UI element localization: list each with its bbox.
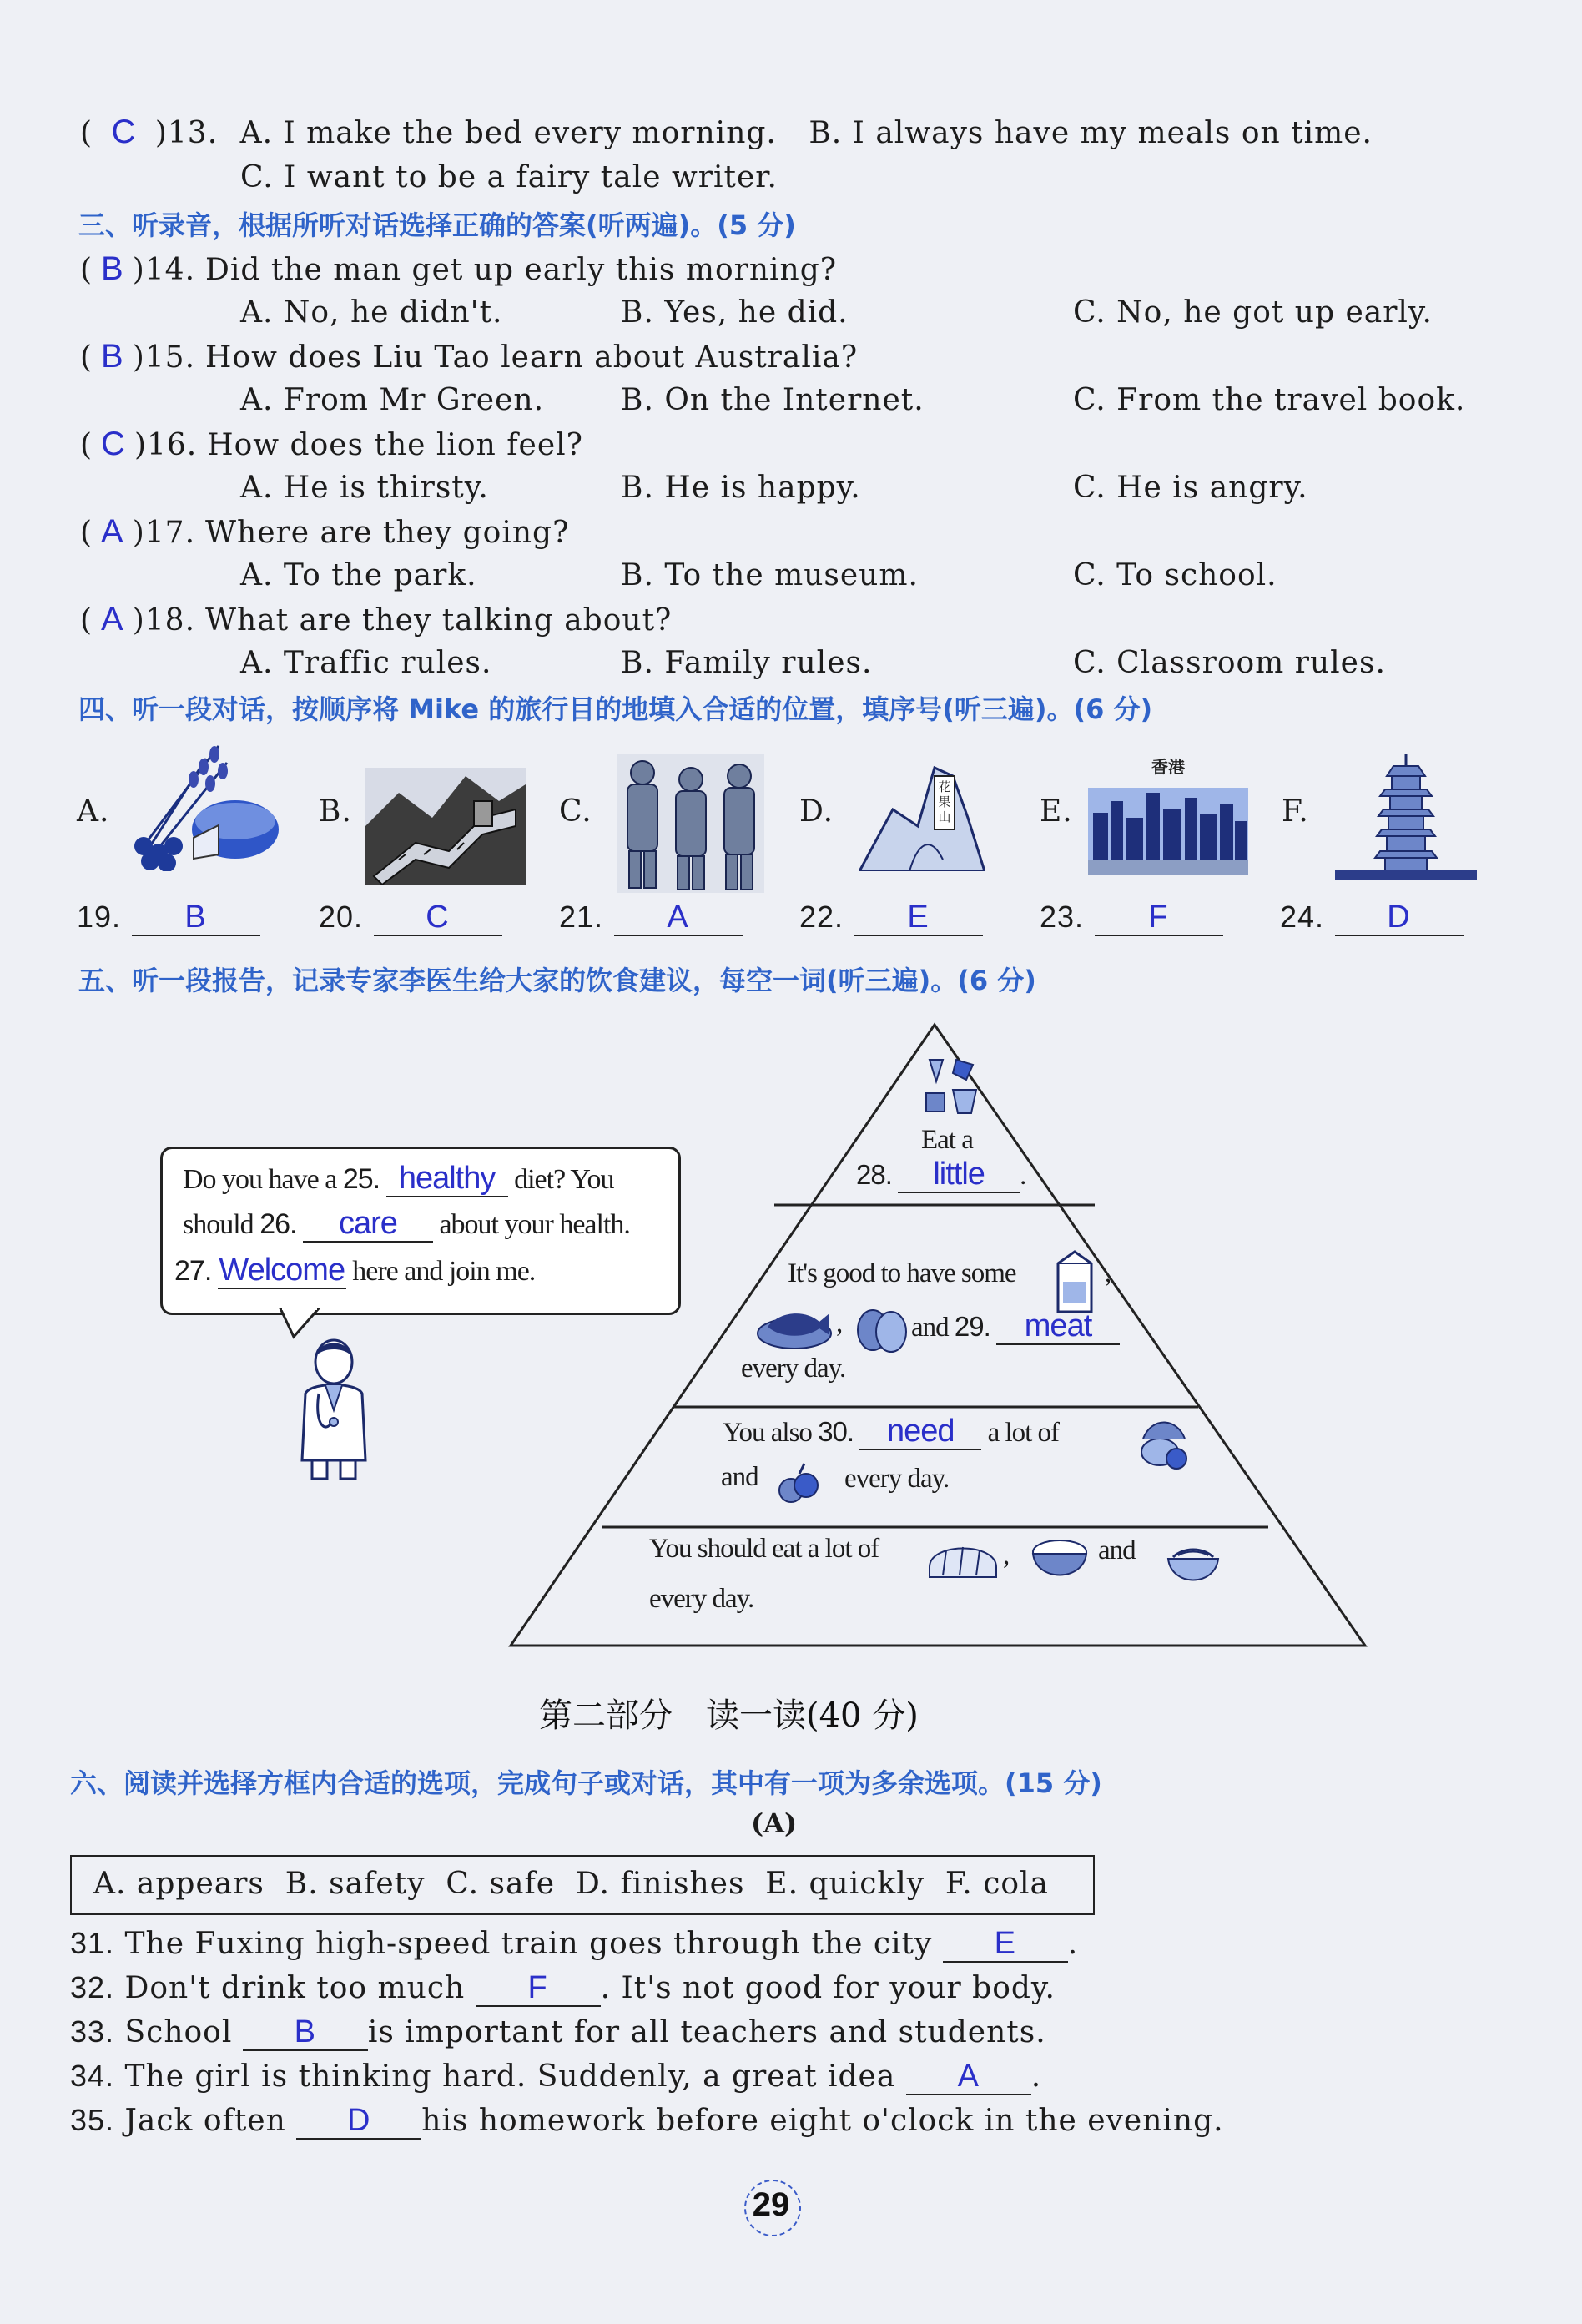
answer-choice[interactable]: B xyxy=(101,338,124,375)
question-stem: How does Liu Tao learn about Australia? xyxy=(205,340,859,375)
eggs-icon xyxy=(854,1303,908,1354)
option-c: C. From the travel book. xyxy=(1073,383,1466,417)
option-b: B. I always have my meals on time. xyxy=(809,116,1373,150)
answer-blank[interactable]: C xyxy=(374,900,502,936)
answer-blank[interactable]: E xyxy=(854,900,983,936)
blank-23: 23. F xyxy=(1040,900,1223,936)
option-label: C. xyxy=(559,794,592,829)
option-label: F. xyxy=(1282,794,1309,829)
sentence-33: 33. School B is important for all teachers and students. xyxy=(70,2014,1046,2049)
question-stem: Did the man get up early this morning? xyxy=(205,253,838,287)
option-c: C. He is angry. xyxy=(1073,471,1308,505)
bubble-line-2: should 26. care about your health. xyxy=(183,1206,630,1241)
question-stem: Where are they going? xyxy=(205,516,570,550)
pyramid-level-4-line-1: You should eat a lot of xyxy=(649,1534,879,1564)
answer-25[interactable]: healthy xyxy=(386,1161,508,1197)
blank-21: 21. A xyxy=(559,900,743,936)
answer-choice[interactable]: C xyxy=(101,426,126,462)
question-number: )15. xyxy=(132,340,196,375)
question-row: ( A )17. Where are they going? xyxy=(80,513,570,550)
answer-blank[interactable]: E xyxy=(943,1926,1068,1963)
option-c: C. Classroom rules. xyxy=(1073,646,1386,680)
pyramid-level-4-line-2: every day. xyxy=(649,1584,754,1614)
bubble-line-3: 27. Welcome here and join me. xyxy=(174,1253,536,1288)
sweets-icon xyxy=(923,1056,990,1122)
pyramid-level-3-line-2: every day. xyxy=(844,1464,950,1494)
mountain-icon xyxy=(859,759,985,871)
pyramid-level-2-line-1: It's good to have some xyxy=(788,1258,1016,1288)
option-b: B. He is happy. xyxy=(621,471,861,505)
answer-30[interactable]: need xyxy=(859,1414,981,1450)
vegetables-icon xyxy=(1135,1414,1192,1472)
question-stem: How does the lion feel? xyxy=(207,428,583,462)
noodles-icon xyxy=(1163,1539,1223,1591)
answer-blank[interactable]: D xyxy=(296,2103,421,2140)
question-number: )14. xyxy=(132,253,196,287)
rice-bowl-icon xyxy=(1028,1535,1091,1587)
option-a: A. From Mr Green. xyxy=(240,383,545,417)
answer-blank[interactable]: B xyxy=(243,2014,368,2051)
pyramid-top-line-2: 28. little . xyxy=(856,1157,1026,1192)
section-6-title: 六、阅读并选择方框内合适的选项，完成句子或对话，其中有一项为多余选项。(15 分) xyxy=(70,1767,1102,1799)
answer-27[interactable]: Welcome xyxy=(219,1253,345,1288)
answer-blank[interactable]: F xyxy=(476,1970,601,2007)
answer-choice[interactable]: B xyxy=(101,250,124,287)
milk-icon xyxy=(1053,1248,1096,1313)
comma: , xyxy=(1105,1258,1111,1288)
pyramid-level-3-line-1: You also 30. need a lot of xyxy=(723,1414,1060,1449)
lavender-cheese-icon xyxy=(127,738,284,871)
question-13: ( C )13. A. I make the bed every morning. B. I always have my meals on time. xyxy=(80,113,1373,150)
great-wall-icon xyxy=(365,768,526,885)
pyramid-level-3-and: and xyxy=(721,1462,758,1492)
pyramid-top-line-1: Eat a xyxy=(921,1125,973,1155)
option-a: A. No, he didn't. xyxy=(240,295,503,330)
question-number: )16. xyxy=(134,428,198,462)
sentence-31: 31. The Fuxing high-speed train goes through the city E . xyxy=(70,1926,1079,1961)
page-number: 29 xyxy=(752,2186,790,2223)
comma: , xyxy=(836,1308,843,1338)
doctor-icon xyxy=(294,1335,374,1482)
blank-24: 24. D xyxy=(1280,900,1464,936)
question-row: ( C )16. How does the lion feel? xyxy=(80,426,583,462)
options-box xyxy=(70,1855,1095,1915)
sentence-32: 32. Don't drink too much F . It's not good for your body. xyxy=(70,1970,1056,2005)
question-row: ( B )14. Did the man get up early this morning? xyxy=(80,250,838,287)
option-b: B. To the museum. xyxy=(621,558,919,592)
answer-choice[interactable]: A xyxy=(101,513,124,550)
hong-kong-label: 香港 xyxy=(1151,757,1185,777)
option-label: A. xyxy=(77,794,110,829)
comma: , xyxy=(1003,1540,1010,1570)
blank-20: 20. C xyxy=(319,900,502,936)
fish-icon xyxy=(756,1302,833,1350)
answer-blank[interactable]: A xyxy=(614,900,743,936)
section-4-title: 四、听一段对话，按顺序将 Mike 的旅行目的地填入合适的位置，填序号(听三遍)。(6 分) xyxy=(78,693,1153,725)
answer-29[interactable]: meat xyxy=(996,1308,1120,1345)
answer-choice[interactable]: A xyxy=(101,601,124,638)
option-b: B. On the Internet. xyxy=(621,383,925,417)
option-a: A. He is thirsty. xyxy=(240,471,489,505)
answer-blank[interactable]: D xyxy=(1335,900,1464,936)
fruit-icon xyxy=(776,1462,823,1510)
question-number: )17. xyxy=(132,516,196,550)
option-c: C. I want to be a fairy tale writer. xyxy=(240,160,778,194)
bubble-line-1: Do you have a 25. healthy diet? You xyxy=(183,1161,614,1196)
blank-22: 22. E xyxy=(799,900,983,936)
option-label: E. xyxy=(1040,794,1073,829)
option-c: C. To school. xyxy=(1073,558,1277,592)
pyramid-level-4-and: and xyxy=(1098,1535,1136,1565)
question-number: )13. xyxy=(154,116,219,150)
pagoda-icon xyxy=(1335,754,1477,880)
bread-icon xyxy=(926,1534,1000,1582)
sentence-35: 35. Jack often D his homework before eight o'clock in the evening. xyxy=(70,2103,1224,2138)
hong-kong-skyline-icon xyxy=(1088,754,1248,875)
pyramid-level-2-line-2: and 29. meat xyxy=(911,1308,1120,1345)
sentence-34: 34. The girl is thinking hard. Suddenly, a great idea A . xyxy=(70,2059,1042,2094)
question-stem: What are they talking about? xyxy=(205,603,673,638)
section-5-title: 五、听一段报告，记录专家李医生给大家的饮食建议，每空一词(听三遍)。(6 分) xyxy=(78,965,1036,996)
answer-blank[interactable]: A xyxy=(906,2059,1031,2095)
option-a: A. Traffic rules. xyxy=(240,646,492,680)
option-label: B. xyxy=(319,794,352,829)
answer-13[interactable]: C xyxy=(111,113,137,150)
sub-heading-a: (A) xyxy=(751,1807,798,1839)
terracotta-warriors-icon xyxy=(617,754,764,893)
option-b: B. Family rules. xyxy=(621,646,873,680)
answer-blank[interactable]: B xyxy=(132,900,260,936)
option-a: A. To the park. xyxy=(240,558,477,592)
part-2-heading: 第二部分 读一读(40 分) xyxy=(539,1696,919,1735)
pyramid-level-2-line-3: every day. xyxy=(741,1354,846,1384)
option-label: D. xyxy=(799,794,834,829)
options-list: A. appears B. safety C. safe D. finishes E. quickly F. cola xyxy=(93,1867,1050,1901)
blank-19: 19. B xyxy=(77,900,260,936)
question-number: )18. xyxy=(132,603,196,638)
answer-26[interactable]: care xyxy=(303,1206,433,1243)
answer-blank[interactable]: F xyxy=(1095,900,1223,936)
question-row: ( B )15. How does Liu Tao learn about Australia? xyxy=(80,338,859,375)
question-row: ( A )18. What are they talking about? xyxy=(80,601,673,638)
option-c: C. No, he got up early. xyxy=(1073,295,1433,330)
option-b: B. Yes, he did. xyxy=(621,295,849,330)
section-3-title: 三、听录音，根据所听对话选择正确的答案(听两遍)。(5 分) xyxy=(78,209,796,241)
mountain-label: 花果山 xyxy=(938,779,951,824)
option-a: A. I make the bed every morning. xyxy=(239,116,777,150)
answer-28[interactable]: little xyxy=(898,1157,1020,1193)
